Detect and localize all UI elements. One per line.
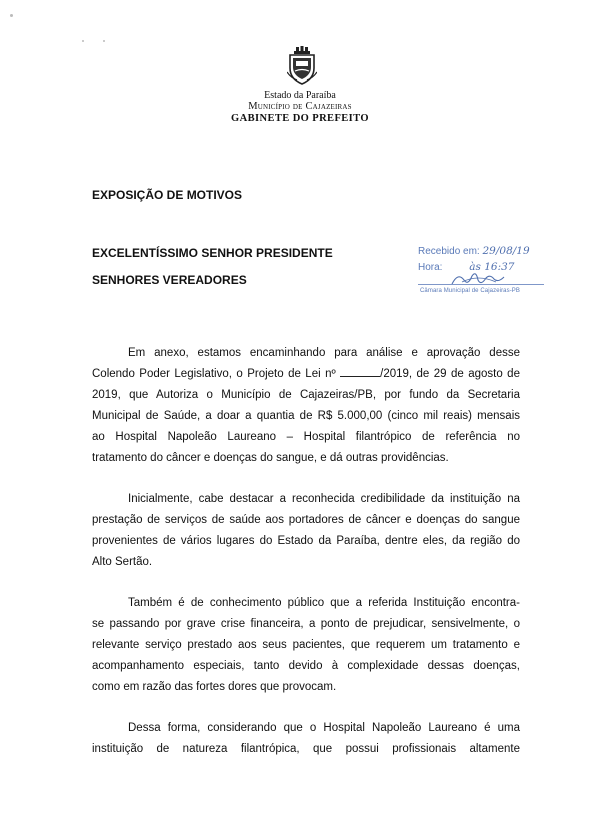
text-line: 2019, que Autoriza o Município de Cajazeiras/PB, por fundo da Secretaria [92, 389, 520, 401]
text-line: prestação de serviços de saúde aos portadores de câncer e doenças do sangue [92, 514, 520, 526]
municipal-coat-of-arms-icon [287, 46, 317, 86]
text-line: Dessa forma, considerando que o Hospital Napoleão Laureano é uma [128, 722, 520, 734]
bill-number-blank [340, 365, 380, 377]
header-municipality: Município de Cajazeiras [248, 101, 352, 112]
receipt-stamp [418, 244, 548, 300]
text-segment: Colendo Poder Legislativo, o Projeto de Lei nº [92, 368, 336, 380]
document-title: EXPOSIÇÃO DE MOTIVOS [92, 188, 243, 202]
text-line: relevante serviço prestado aos seus pacientes, que requerem um tratamento e [92, 639, 520, 651]
text-segment: /2019, de 29 de agosto de [380, 368, 520, 380]
stamp-received-value: 29/08/19 [482, 245, 530, 257]
scan-speck [82, 40, 84, 42]
text-line: instituição de natureza filantrópica, que possui profissionais altamente [92, 743, 520, 755]
header-state: Estado da Paraíba [264, 90, 336, 101]
scan-speck [10, 14, 13, 17]
text-line [92, 364, 520, 385]
text-line: tratamento do câncer e doenças do sangue, e dá outras providências. [92, 452, 449, 464]
text-line: Municipal de Saúde, a doar a quantia de R$ 5.000,00 (cinco mil reais) mensais [92, 410, 520, 422]
stamp-divider [418, 284, 544, 285]
paragraph-1 [92, 343, 520, 469]
text-line: Alto Sertão. [92, 556, 153, 568]
text-line: ao Hospital Napoleão Laureano – Hospital filantrópico de referência no [92, 431, 520, 443]
handwritten-signature-icon [448, 270, 508, 288]
header-office: GABINETE DO PREFEITO [231, 113, 369, 124]
text-line: Inicialmente, cabe destacar a reconhecida credibilidade da instituição na [128, 493, 520, 505]
text-line: como em razão das fortes dores que provocam. [92, 681, 337, 693]
salutation-councilors: SENHORES VEREADORES [92, 273, 247, 287]
stamp-received-row [418, 245, 530, 257]
text-line: Também é de conhecimento público que a referida Instituição encontra- [128, 597, 520, 609]
stamp-time-value: às 16:37 [469, 261, 515, 273]
paragraph-4 [92, 718, 520, 760]
stamp-footer: Câmara Municipal de Cajazeiras-PB [420, 288, 521, 294]
stamp-received-label: Recebido em: [418, 246, 480, 257]
text-line: provenientes de vários lugares do Estado da Paraíba, dentre eles, da região do [92, 535, 520, 547]
scan-speck [103, 40, 105, 42]
stamp-time-label: Hora: [418, 262, 443, 273]
paragraph-2 [92, 489, 520, 573]
text-line: acompanhamento especiais, tanto devido à complexidade dessas doenças, [92, 660, 520, 672]
paragraph-3 [92, 593, 520, 698]
text-line: Em anexo, estamos encaminhando para análise e aprovação desse [128, 347, 520, 359]
salutation-president: EXCELENTÍSSIMO SENHOR PRESIDENTE [92, 246, 333, 260]
text-line: se passando por grave crise financeira, a ponto de prejudicar, sensivelmente, o [92, 618, 520, 630]
